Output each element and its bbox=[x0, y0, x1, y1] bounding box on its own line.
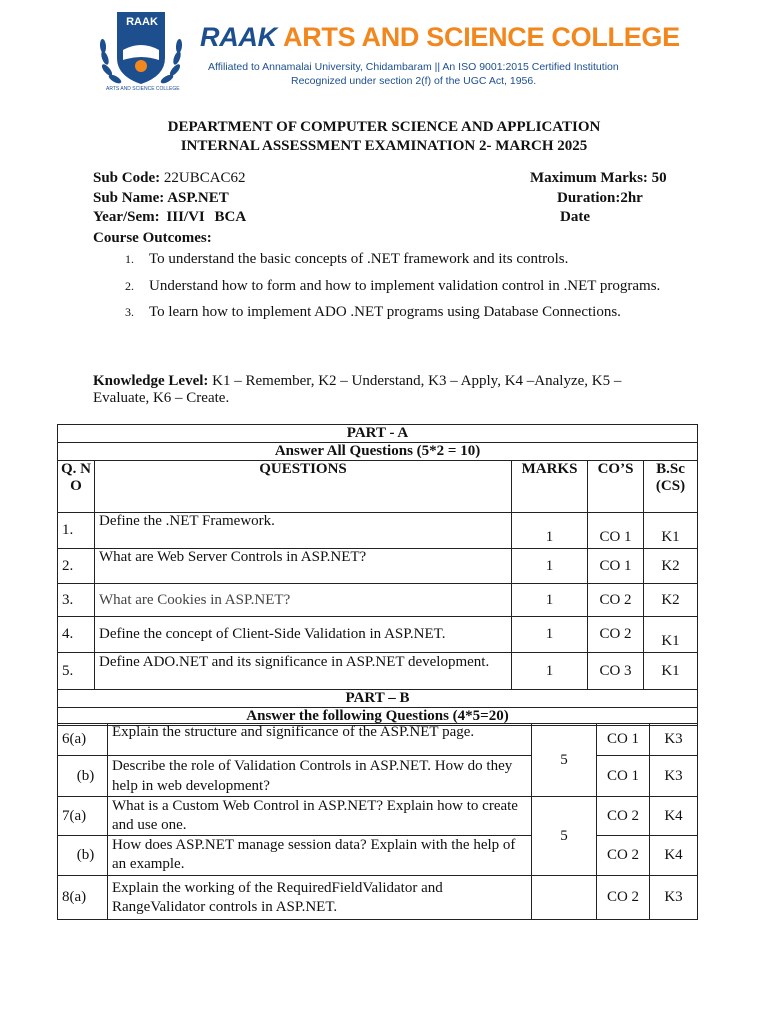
duration-label: Duration: bbox=[557, 190, 621, 206]
department-title: DEPARTMENT OF COMPUTER SCIENCE AND APPLICATION bbox=[167, 119, 601, 135]
question-k: K3 bbox=[650, 876, 698, 920]
question-number: 5. bbox=[58, 653, 95, 690]
table-row bbox=[58, 836, 698, 876]
question-text: How does ASP.NET manage session data? Explain with the help of an example. bbox=[108, 836, 532, 876]
part-a-table bbox=[57, 424, 698, 726]
question-text: Define the concept of Client-Side Validation in ASP.NET. bbox=[95, 617, 512, 653]
outcome-number: 2. bbox=[125, 279, 134, 293]
question-text: Explain the working of the RequiredFieldValidator and RangeValidator controls in ASP.NET. bbox=[108, 876, 532, 920]
part-b-title: PART – B bbox=[58, 690, 698, 708]
question-k: K1 bbox=[644, 513, 698, 549]
question-text: Define the .NET Framework. bbox=[95, 513, 512, 549]
question-k: K1 bbox=[644, 617, 698, 653]
max-marks-value: 50 bbox=[651, 170, 667, 186]
question-marks: 1 bbox=[512, 584, 588, 617]
question-co: CO 2 bbox=[597, 797, 650, 836]
table-row bbox=[58, 584, 698, 617]
question-co: CO 2 bbox=[588, 617, 644, 653]
year-sem-value: III/VI bbox=[166, 209, 205, 225]
dept-short: BCA bbox=[214, 209, 247, 225]
question-number: 8(a) bbox=[58, 876, 108, 920]
table-row bbox=[58, 690, 698, 708]
question-marks: 5 bbox=[532, 724, 597, 797]
question-co: CO 2 bbox=[588, 584, 644, 617]
knowledge-level bbox=[93, 373, 663, 407]
question-marks: 1 bbox=[512, 617, 588, 653]
logo-caption: ARTS AND SCIENCE COLLEGE bbox=[106, 86, 180, 92]
table-row bbox=[58, 443, 698, 461]
college-name bbox=[200, 22, 680, 53]
part-b-table bbox=[57, 723, 698, 920]
outcome-item bbox=[125, 273, 661, 299]
question-number: 6(a) bbox=[58, 724, 108, 756]
duration-value: 2hr bbox=[620, 190, 643, 206]
question-k: K3 bbox=[650, 756, 698, 797]
exam-title: INTERNAL ASSESSMENT EXAMINATION 2- MARCH 2025 bbox=[180, 138, 588, 154]
question-text: What are Cookies in ASP.NET? bbox=[95, 584, 512, 617]
question-co: CO 1 bbox=[597, 756, 650, 797]
question-marks-empty bbox=[532, 876, 597, 920]
marks-header: MARKS bbox=[512, 461, 588, 513]
outcome-text: To understand the basic concepts of .NET framework and its controls. bbox=[149, 251, 569, 267]
questions-header: QUESTIONS bbox=[95, 461, 512, 513]
question-co: CO 1 bbox=[597, 724, 650, 756]
question-marks: 1 bbox=[512, 513, 588, 549]
sub-code-line bbox=[93, 170, 246, 187]
question-number: 1. bbox=[58, 513, 95, 549]
question-number: 2. bbox=[58, 549, 95, 584]
outcome-number: 1. bbox=[125, 252, 134, 266]
question-co: CO 1 bbox=[588, 549, 644, 584]
table-row bbox=[58, 513, 698, 549]
part-a-title: PART - A bbox=[58, 425, 698, 443]
question-text: Explain the structure and significance of the ASP.NET page. bbox=[108, 724, 532, 756]
logo-text: RAAK bbox=[126, 16, 158, 28]
table-row bbox=[58, 549, 698, 584]
question-marks: 1 bbox=[512, 549, 588, 584]
year-sem-label: Year/Sem: bbox=[93, 209, 160, 225]
question-co: CO 1 bbox=[588, 513, 644, 549]
question-text: Describe the role of Validation Controls in ASP.NET. How do they help in web development? bbox=[108, 756, 532, 797]
duration-line bbox=[557, 190, 643, 207]
course-outcomes-label: Course Outcomes: bbox=[93, 230, 212, 246]
sub-code-value: 22UBCAC62 bbox=[163, 170, 246, 186]
outcome-item bbox=[125, 246, 661, 272]
question-k: K3 bbox=[650, 724, 698, 756]
cos-header: CO’S bbox=[588, 461, 644, 513]
table-row bbox=[58, 425, 698, 443]
question-co: CO 3 bbox=[588, 653, 644, 690]
max-marks-line bbox=[530, 170, 667, 187]
outcome-text: To learn how to implement ADO .NET programs using Database Connections. bbox=[149, 304, 621, 320]
table-row bbox=[58, 876, 698, 920]
question-marks: 5 bbox=[532, 797, 597, 876]
knowledge-text: K1 – Remember, K2 – Understand, K3 – Apply, K4 –Analyze, K5 – Evaluate, K6 – Create. bbox=[93, 373, 622, 406]
question-marks: 1 bbox=[512, 653, 588, 690]
table-row bbox=[58, 653, 698, 690]
qno-header: Q. N O bbox=[58, 461, 95, 513]
course-outcomes-list bbox=[93, 246, 661, 325]
table-row bbox=[58, 724, 698, 756]
sub-name-value: ASP.NET bbox=[167, 190, 229, 206]
year-sem-line bbox=[93, 209, 246, 226]
question-co: CO 2 bbox=[597, 836, 650, 876]
table-row bbox=[58, 797, 698, 836]
part-a-instruction: Answer All Questions (5*2 = 10) bbox=[58, 443, 698, 461]
sub-name-label: Sub Name: bbox=[93, 190, 165, 206]
question-number: (b) bbox=[58, 756, 108, 797]
table-row bbox=[58, 756, 698, 797]
question-k: K2 bbox=[644, 549, 698, 584]
table-row bbox=[58, 617, 698, 653]
question-number: 3. bbox=[58, 584, 95, 617]
college-brand: RAAK bbox=[200, 22, 277, 52]
outcome-number: 3. bbox=[125, 305, 134, 319]
outcome-item bbox=[125, 299, 661, 325]
question-k: K1 bbox=[644, 653, 698, 690]
knowledge-label: Knowledge Level: bbox=[93, 373, 209, 389]
recognition-text: Recognized under section 2(f) of the UGC Act, 1956. bbox=[291, 75, 537, 87]
affiliation-text: Affiliated to Annamalai University, Chidambaram || An ISO 9001:2015 Certified Institution bbox=[208, 61, 619, 73]
question-k: K4 bbox=[650, 836, 698, 876]
question-k: K2 bbox=[644, 584, 698, 617]
bsc-header: B.Sc (CS) bbox=[644, 461, 698, 513]
max-marks-label: Maximum Marks: bbox=[530, 170, 648, 186]
question-text: Define ADO.NET and its significance in ASP.NET development. bbox=[95, 653, 512, 690]
question-co: CO 2 bbox=[597, 876, 650, 920]
question-number: (b) bbox=[58, 836, 108, 876]
question-number: 7(a) bbox=[58, 797, 108, 836]
sub-code-label: Sub Code: bbox=[93, 170, 161, 186]
question-text: What are Web Server Controls in ASP.NET? bbox=[95, 549, 512, 584]
outcome-text: Understand how to form and how to implement validation control in .NET programs. bbox=[149, 278, 661, 294]
question-text: What is a Custom Web Control in ASP.NET? Explain how to create and use one. bbox=[108, 797, 532, 836]
sub-name-line bbox=[93, 190, 229, 207]
question-k: K4 bbox=[650, 797, 698, 836]
part-b-instruction: Answer the following Questions (4*5=20) bbox=[58, 708, 698, 726]
table-header-row bbox=[58, 461, 698, 513]
question-number: 4. bbox=[58, 617, 95, 653]
college-name-rest: ARTS AND SCIENCE COLLEGE bbox=[283, 22, 680, 52]
date-label: Date bbox=[560, 209, 590, 225]
